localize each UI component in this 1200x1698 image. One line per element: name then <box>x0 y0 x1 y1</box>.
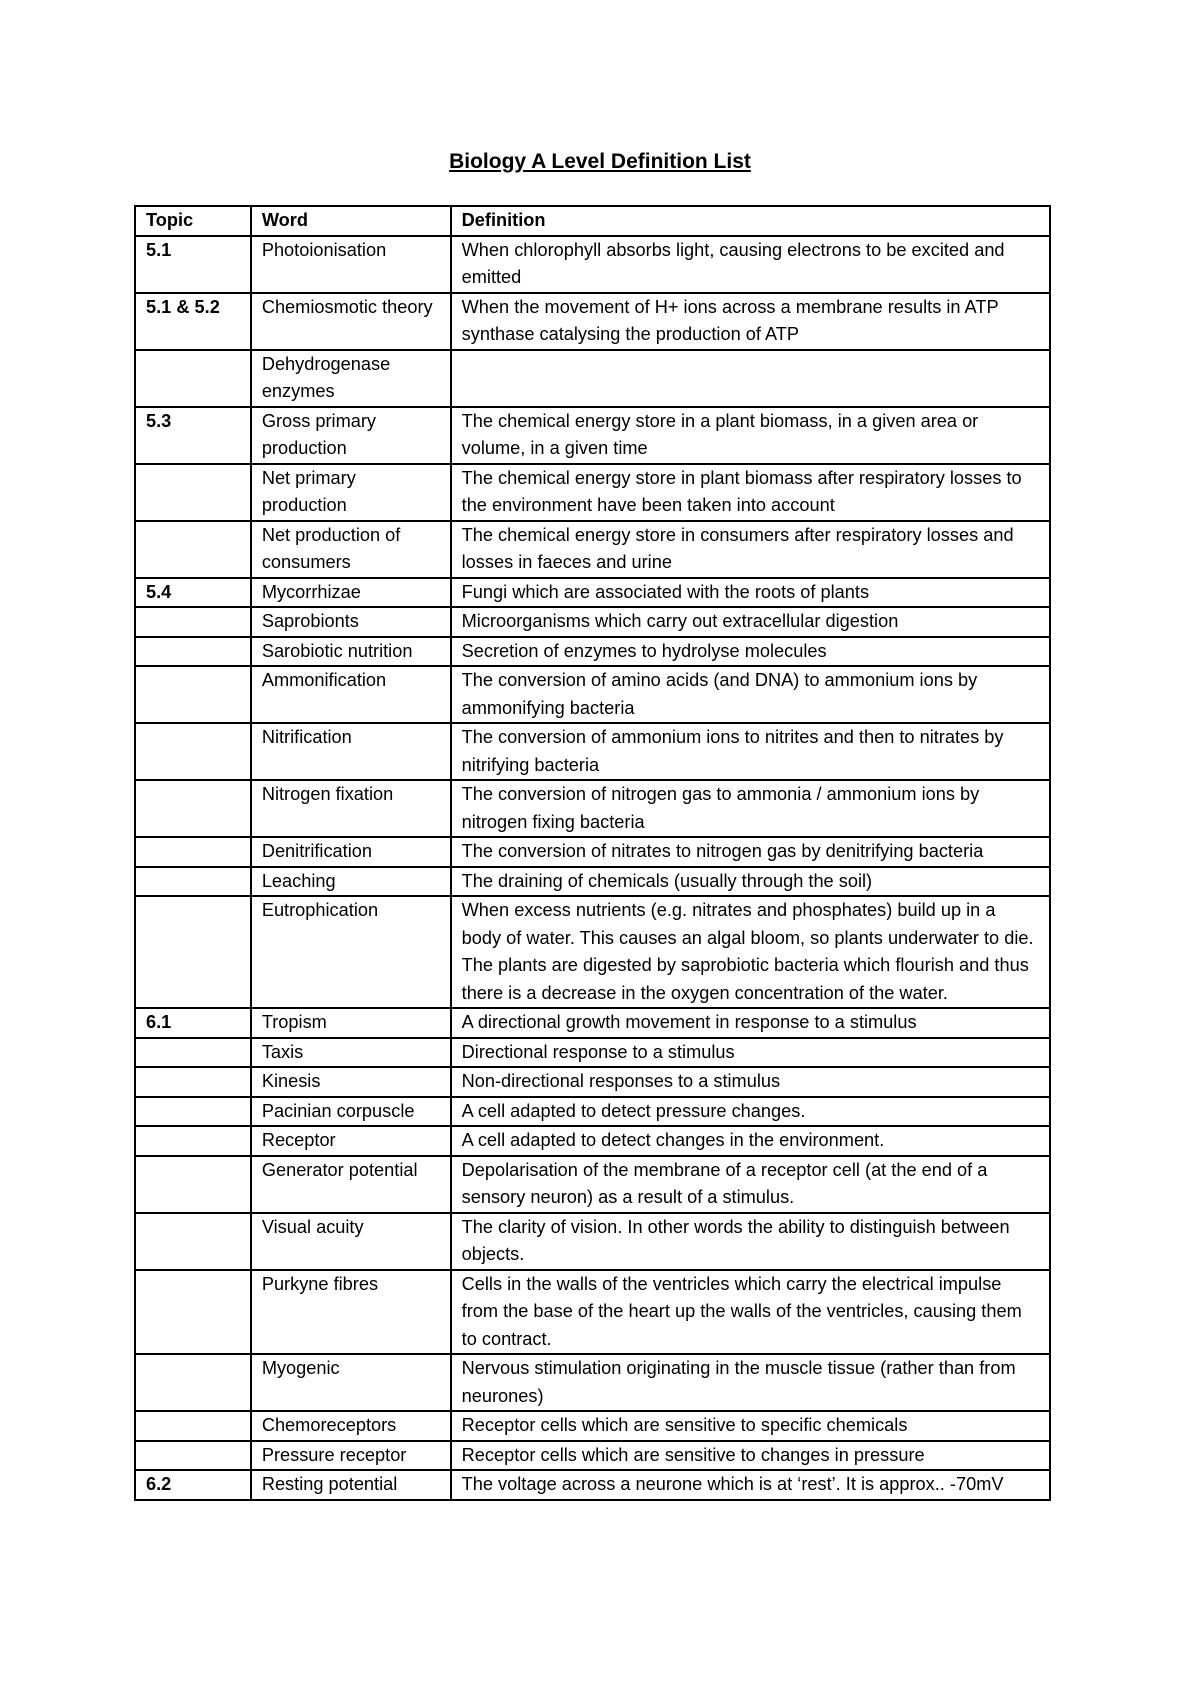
word-cell: Dehydrogenase enzymes <box>251 350 451 407</box>
table-row <box>135 1213 1050 1270</box>
topic-cell: 5.4 <box>135 578 251 608</box>
definition-cell: The draining of chemicals (usually through the soil) <box>451 867 1050 897</box>
table-row <box>135 464 1050 521</box>
word-cell: Denitrification <box>251 837 451 867</box>
topic-cell <box>135 1038 251 1068</box>
word-cell: Myogenic <box>251 1354 451 1411</box>
definition-cell: The voltage across a neurone which is at ‘rest’. It is approx.. -70mV <box>451 1470 1050 1500</box>
topic-cell: 6.2 <box>135 1470 251 1500</box>
table-row <box>135 723 1050 780</box>
word-cell: Pressure receptor <box>251 1441 451 1471</box>
table-row <box>135 521 1050 578</box>
table-row <box>135 1270 1050 1355</box>
topic-cell: 6.1 <box>135 1008 251 1038</box>
word-cell: Net production of consumers <box>251 521 451 578</box>
definition-cell: Nervous stimulation originating in the muscle tissue (rather than from neurones) <box>451 1354 1050 1411</box>
table-row <box>135 350 1050 407</box>
table-row <box>135 1067 1050 1097</box>
table-header-row <box>135 206 1050 236</box>
definition-cell: The chemical energy store in consumers after respiratory losses and losses in faeces and urine <box>451 521 1050 578</box>
definition-cell: A cell adapted to detect changes in the environment. <box>451 1126 1050 1156</box>
topic-cell: 5.3 <box>135 407 251 464</box>
word-cell: Chemoreceptors <box>251 1411 451 1441</box>
topic-cell: 5.1 & 5.2 <box>135 293 251 350</box>
word-cell: Saprobionts <box>251 607 451 637</box>
word-cell: Eutrophication <box>251 896 451 1008</box>
table-row <box>135 607 1050 637</box>
definition-cell <box>451 350 1050 407</box>
definition-cell: When excess nutrients (e.g. nitrates and phosphates) build up in a body of water. This causes an algal bloom, so plants underwater to die. The plants are digested by saprobiotic bacteria which flourish and thus there is a decrease in the oxygen concentration of the water. <box>451 896 1050 1008</box>
definition-cell: Cells in the walls of the ventricles which carry the electrical impulse from the base of the heart up the walls of the ventricles, causing them to contract. <box>451 1270 1050 1355</box>
word-cell: Visual acuity <box>251 1213 451 1270</box>
definition-cell: Microorganisms which carry out extracellular digestion <box>451 607 1050 637</box>
definition-cell: The conversion of nitrogen gas to ammonia / ammonium ions by nitrogen fixing bacteria <box>451 780 1050 837</box>
topic-cell <box>135 1126 251 1156</box>
word-cell: Net primary production <box>251 464 451 521</box>
word-cell: Chemiosmotic theory <box>251 293 451 350</box>
topic-cell: 5.1 <box>135 236 251 293</box>
definition-cell: When the movement of H+ ions across a membrane results in ATP synthase catalysing the production of ATP <box>451 293 1050 350</box>
topic-cell <box>135 1441 251 1471</box>
definition-cell: Secretion of enzymes to hydrolyse molecules <box>451 637 1050 667</box>
table-body <box>135 236 1050 1500</box>
table-row <box>135 867 1050 897</box>
table-row <box>135 293 1050 350</box>
table-row <box>135 1354 1050 1411</box>
header-word: Word <box>251 206 451 236</box>
word-cell: Nitrogen fixation <box>251 780 451 837</box>
topic-cell <box>135 896 251 1008</box>
topic-cell <box>135 607 251 637</box>
table-row <box>135 666 1050 723</box>
topic-cell <box>135 1213 251 1270</box>
table-row <box>135 1008 1050 1038</box>
definition-cell: A cell adapted to detect pressure changes. <box>451 1097 1050 1127</box>
definition-cell: The conversion of nitrates to nitrogen gas by denitrifying bacteria <box>451 837 1050 867</box>
topic-cell <box>135 464 251 521</box>
topic-cell <box>135 1411 251 1441</box>
word-cell: Receptor <box>251 1126 451 1156</box>
word-cell: Ammonification <box>251 666 451 723</box>
word-cell: Purkyne fibres <box>251 1270 451 1355</box>
table-row <box>135 1470 1050 1500</box>
definition-cell: The clarity of vision. In other words the ability to distinguish between objects. <box>451 1213 1050 1270</box>
definition-cell: Receptor cells which are sensitive to specific chemicals <box>451 1411 1050 1441</box>
table-row <box>135 637 1050 667</box>
topic-cell <box>135 867 251 897</box>
definition-cell: Fungi which are associated with the roots of plants <box>451 578 1050 608</box>
table-row <box>135 407 1050 464</box>
word-cell: Mycorrhizae <box>251 578 451 608</box>
topic-cell <box>135 350 251 407</box>
definition-cell: The conversion of amino acids (and DNA) to ammonium ions by ammonifying bacteria <box>451 666 1050 723</box>
topic-cell <box>135 1097 251 1127</box>
topic-cell <box>135 837 251 867</box>
table-row <box>135 1156 1050 1213</box>
table-row <box>135 1126 1050 1156</box>
word-cell: Taxis <box>251 1038 451 1068</box>
definition-cell: When chlorophyll absorbs light, causing electrons to be excited and emitted <box>451 236 1050 293</box>
definition-cell: A directional growth movement in response to a stimulus <box>451 1008 1050 1038</box>
topic-cell <box>135 666 251 723</box>
word-cell: Resting potential <box>251 1470 451 1500</box>
definition-cell: Receptor cells which are sensitive to changes in pressure <box>451 1441 1050 1471</box>
table-row <box>135 837 1050 867</box>
table-row <box>135 1097 1050 1127</box>
page-title: Biology A Level Definition List <box>449 150 751 173</box>
word-cell: Leaching <box>251 867 451 897</box>
header-topic: Topic <box>135 206 251 236</box>
table-row <box>135 236 1050 293</box>
definition-cell: The chemical energy store in plant biomass after respiratory losses to the environment have been taken into account <box>451 464 1050 521</box>
topic-cell <box>135 521 251 578</box>
topic-cell <box>135 1354 251 1411</box>
table-row <box>135 780 1050 837</box>
word-cell: Sarobiotic nutrition <box>251 637 451 667</box>
definition-cell: Depolarisation of the membrane of a receptor cell (at the end of a sensory neuron) as a result of a stimulus. <box>451 1156 1050 1213</box>
topic-cell <box>135 1156 251 1213</box>
definition-cell: Directional response to a stimulus <box>451 1038 1050 1068</box>
table-row <box>135 1441 1050 1471</box>
word-cell: Generator potential <box>251 1156 451 1213</box>
word-cell: Tropism <box>251 1008 451 1038</box>
table-row <box>135 1038 1050 1068</box>
word-cell: Gross primary production <box>251 407 451 464</box>
topic-cell <box>135 637 251 667</box>
table-row <box>135 1411 1050 1441</box>
topic-cell <box>135 1067 251 1097</box>
table-row <box>135 896 1050 1008</box>
table-row <box>135 578 1050 608</box>
definition-table <box>134 205 1051 1501</box>
definition-cell: The conversion of ammonium ions to nitrites and then to nitrates by nitrifying bacteria <box>451 723 1050 780</box>
header-definition: Definition <box>451 206 1050 236</box>
word-cell: Kinesis <box>251 1067 451 1097</box>
definition-cell: The chemical energy store in a plant biomass, in a given area or volume, in a given time <box>451 407 1050 464</box>
topic-cell <box>135 1270 251 1355</box>
topic-cell <box>135 780 251 837</box>
word-cell: Pacinian corpuscle <box>251 1097 451 1127</box>
definition-cell: Non-directional responses to a stimulus <box>451 1067 1050 1097</box>
topic-cell <box>135 723 251 780</box>
word-cell: Nitrification <box>251 723 451 780</box>
word-cell: Photoionisation <box>251 236 451 293</box>
